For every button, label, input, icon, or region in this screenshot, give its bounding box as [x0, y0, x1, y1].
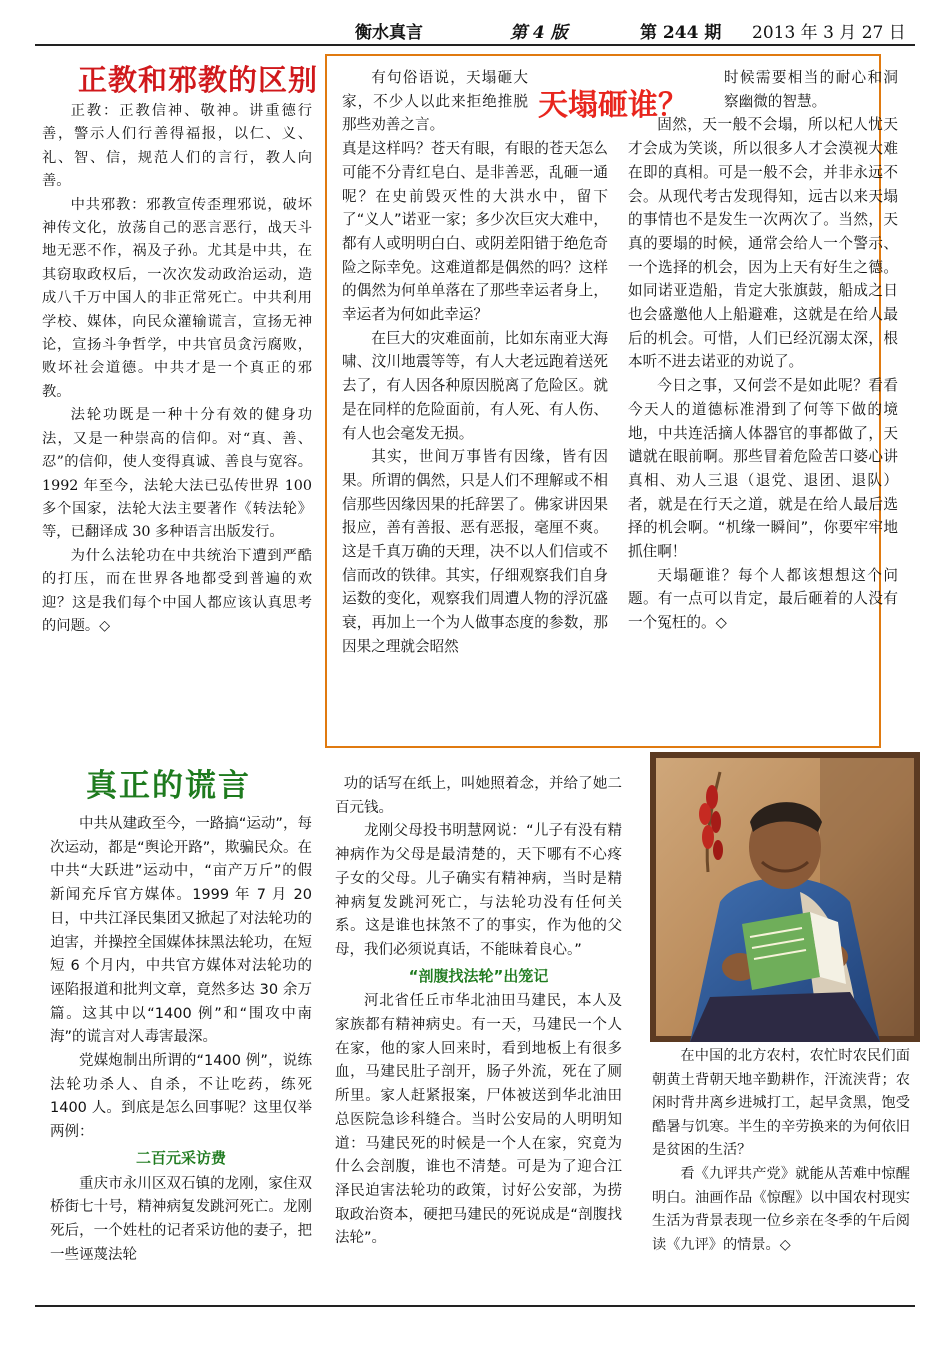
paragraph: 其实，世间万事皆有因缘，皆有因果。所谓的偶然，只是人们不理解或不相信那些因缘因果的托辞罢了。佛家讲因果报应，善有善报、恶有恶报，毫厘不爽。这是千真万确的天理，决不以人们信或不信而改的铁律。其实，仔细观察我们自身运数的变化，观察我们周遭人物的浮沉盛衰，再加上一个为人做事态度的参数，那因果之理就会昭然 — [342, 448, 608, 655]
paragraph: 正教：正教信神、敬神。讲重德行善，警示人们行善得福报，以仁、义、礼、智、信，规范人们的言行，教人向善。 — [42, 103, 312, 190]
caption-paragraph: 在中国的北方农村，农忙时农民们面朝黄土背朝天地辛勤耕作，汗流浃背；农闲时背井离乡进城打工，起早贪黑，饱受酷暑与饥寒。半生的辛劳换来的为何依旧是贫困的生活？ — [652, 1048, 910, 1159]
paragraph: 党媒炮制出所谓的“1400 例”，说练法轮功杀人、自杀，不让吃药，练死 1400 人。到底是怎么回事呢？这里仅举两例： — [50, 1053, 312, 1141]
paragraph: 法轮功既是一种十分有效的健身功法，又是一种崇高的信仰。对“真、善、忍”的信仰，使人变得真诚、善良与宽容。1992 年至今，法轮大法已弘传世界 100 多个国家，法轮大法主要著作《转法轮》等，已翻译成 30 多种语言出版发行。 — [42, 407, 312, 541]
article-title-lies: 真正的谎言 — [86, 768, 251, 804]
article-body-lies-col1 — [50, 813, 312, 1267]
paragraph: 有句俗语说，天塌砸大家，不少人以此来拒绝推脱那些劝善之言。 — [342, 69, 528, 134]
painting-illustration — [650, 752, 920, 1042]
paragraph: 今日之事，又何尝不是如此呢？看看今天人的道德标准滑到了何等下做的境地，中共连活摘人体器官的事都做了，天谴就在眼前啊。那些冒着危险苦口婆心讲真相、劝人三退（退党、退团、退队）者，就是在行天之道，就是在给人最后选择的机会啊。“机缘一瞬间”，你要牢牢地抓住啊！ — [628, 377, 898, 561]
caption-paragraph: 看《九评共产党》就能从苦难中惊醒明白。油画作品《惊醒》以中国农村现实生活为背景表现一位乡亲在冬季的午后阅读《九评》的情景。◇ — [652, 1165, 910, 1253]
article-body-lies-col2 — [335, 773, 622, 1251]
subheading: 二百元采访费 — [135, 1148, 226, 1167]
issue-number: 第 244 期 — [640, 23, 722, 43]
article-body-orthodox — [42, 100, 312, 638]
photo-caption — [652, 1045, 910, 1257]
issue-date: 2013 年 3 月 27 日 — [752, 23, 906, 43]
paragraph: 龙刚父母投书明慧网说：“儿子有没有精神病作为父母是最清楚的，天下哪有不心疼子女的父母。儿子确实有精神病，当时是精神病复发跳河死亡，与法轮功没有任何关系。这是谁也抹煞不了的事实，作为他的父母，我们必须说真话，不能昧着良心。” — [335, 823, 622, 958]
paragraph: 为什么法轮功在中共统治下遭到严酷的打压，而在世界各地都受到普遍的欢迎？这是我们每个中国人都应该认真思考的问题。◇ — [42, 547, 312, 634]
paragraph: 固然，天一般不会塌，所以杞人忧天才会成为笑谈，所以很多人才会漠视大难在即的真相。可是一般不会，并非永远不会。从现代考古发现得知，远古以来天塌的事情也不是发生一次两次了。当然，天真的要塌的时候，通常会给人一个警示、一个选择的机会，因为上天有好生之德。如同诺亚造船，肯定大张旗鼓，船成之日也会盛邀他人上船避难，这就是在给人最后的机会。可惜，人们已经沉溺太深，根本听不进去诺亚的劝说了。 — [628, 116, 898, 371]
paragraph: 在巨大的灾难面前，比如东南亚大海啸、汶川地震等等，有人大老远跑着送死去了，有人因各种原因脱离了危险区。就是在同样的危险面前，有人死、有人伤、有人也会毫发无损。 — [342, 329, 608, 442]
article-body-sky-col2 — [628, 66, 898, 635]
header-rule — [35, 44, 915, 46]
article-title-sky: 天塌砸谁？ — [538, 88, 688, 123]
paragraph: 中共邪教：邪教宣传歪理邪说，破坏神传文化，放荡自己的恶言恶行，战天斗地无恶不作，祸及子孙。尤其是中共，在其窃取政权后，一次次发动政治运动，造成八千万中国人的非正常死亡。中共利用学校、媒体，向民众灌输谎言，宣扬无神论，宣扬斗争哲学，中共官员贪污腐败，败坏社会道德。中共才是一个真正的邪教。 — [42, 196, 312, 400]
paper-name: 衡水真言 — [355, 23, 423, 43]
subheading: “剖腹找法轮”出笼记 — [408, 966, 549, 985]
footer-rule — [35, 1305, 915, 1307]
page-label: 第 4 版 — [510, 23, 568, 43]
paragraph: 功的话写在纸上，叫她照着念，并给了她二百元钱。 — [335, 776, 622, 816]
paragraph: 河北省任丘市华北油田马建民，本人及家族都有精神病史。有一天，马建民一个人在家，他的家人回来时，看到地板上有很多血，马建民肚子剖开，肠子外流，死在了厕所里。家人赶紧报案，尸体被送到华北油田总医院急诊科缝合。当时公安局的人明明知道：马建民死的时候是一个人在家，究竟为什么会剖腹，谁也不清楚。可是为了迎合江泽民迫害法轮功的政策，讨好公安部，为捞取政治资本，硬把马建民的死说成是“剖腹找法轮”。 — [335, 993, 622, 1247]
article-body-sky-col1 — [342, 66, 608, 659]
paragraph: 时候需要相当的耐心和洞察幽微的智慧。 — [724, 69, 898, 110]
paragraph: 天塌砸谁？每个人都该想想这个问题。有一点可以肯定，最后砸着的人没有一个冤枉的。◇ — [628, 566, 898, 632]
article-title-orthodox: 正教和邪教的区别 — [78, 63, 319, 97]
paragraph: 真是这样吗？苍天有眼，有眼的苍天怎么可能不分青红皂白、是非善恶，乱砸一通呢？在史前毁灭性的大洪水中，留下了“义人”诺亚一家；多少次巨灾大难中，都有人或明明白白、或阴差阳错于绝危奇险之际幸免。这难道都是偶然的吗？这样的偶然为何单单落在了那些幸运者身上，幸运者为何如此幸运？ — [342, 140, 608, 324]
paragraph: 中共从建政至今，一路搞“运动”，每次运动，都是“舆论开路”，欺骗民众。在中共“大跃进”运动中，“亩产万斤”的假新闻充斥官方媒体。1999 年 7 月 20 日，中共江泽民集团又掀起了对法轮功的迫害，并操控全国媒体抹黑法轮功，在短短 6 个月内，中共官方媒体对法轮功的诬陷报道和批判文章，竟然多达 30 余万篇。这其中以“1400 例”和“围攻中南海”的谎言对人毒害最深。 — [50, 816, 312, 1046]
painting-photo — [650, 752, 920, 1042]
paragraph: 重庆市永川区双石镇的龙刚，家住双桥街七十号，精神病复发跳河死亡。龙刚死后，一个姓杜的记者采访他的妻子，把一些诬蔑法轮 — [50, 1175, 312, 1263]
